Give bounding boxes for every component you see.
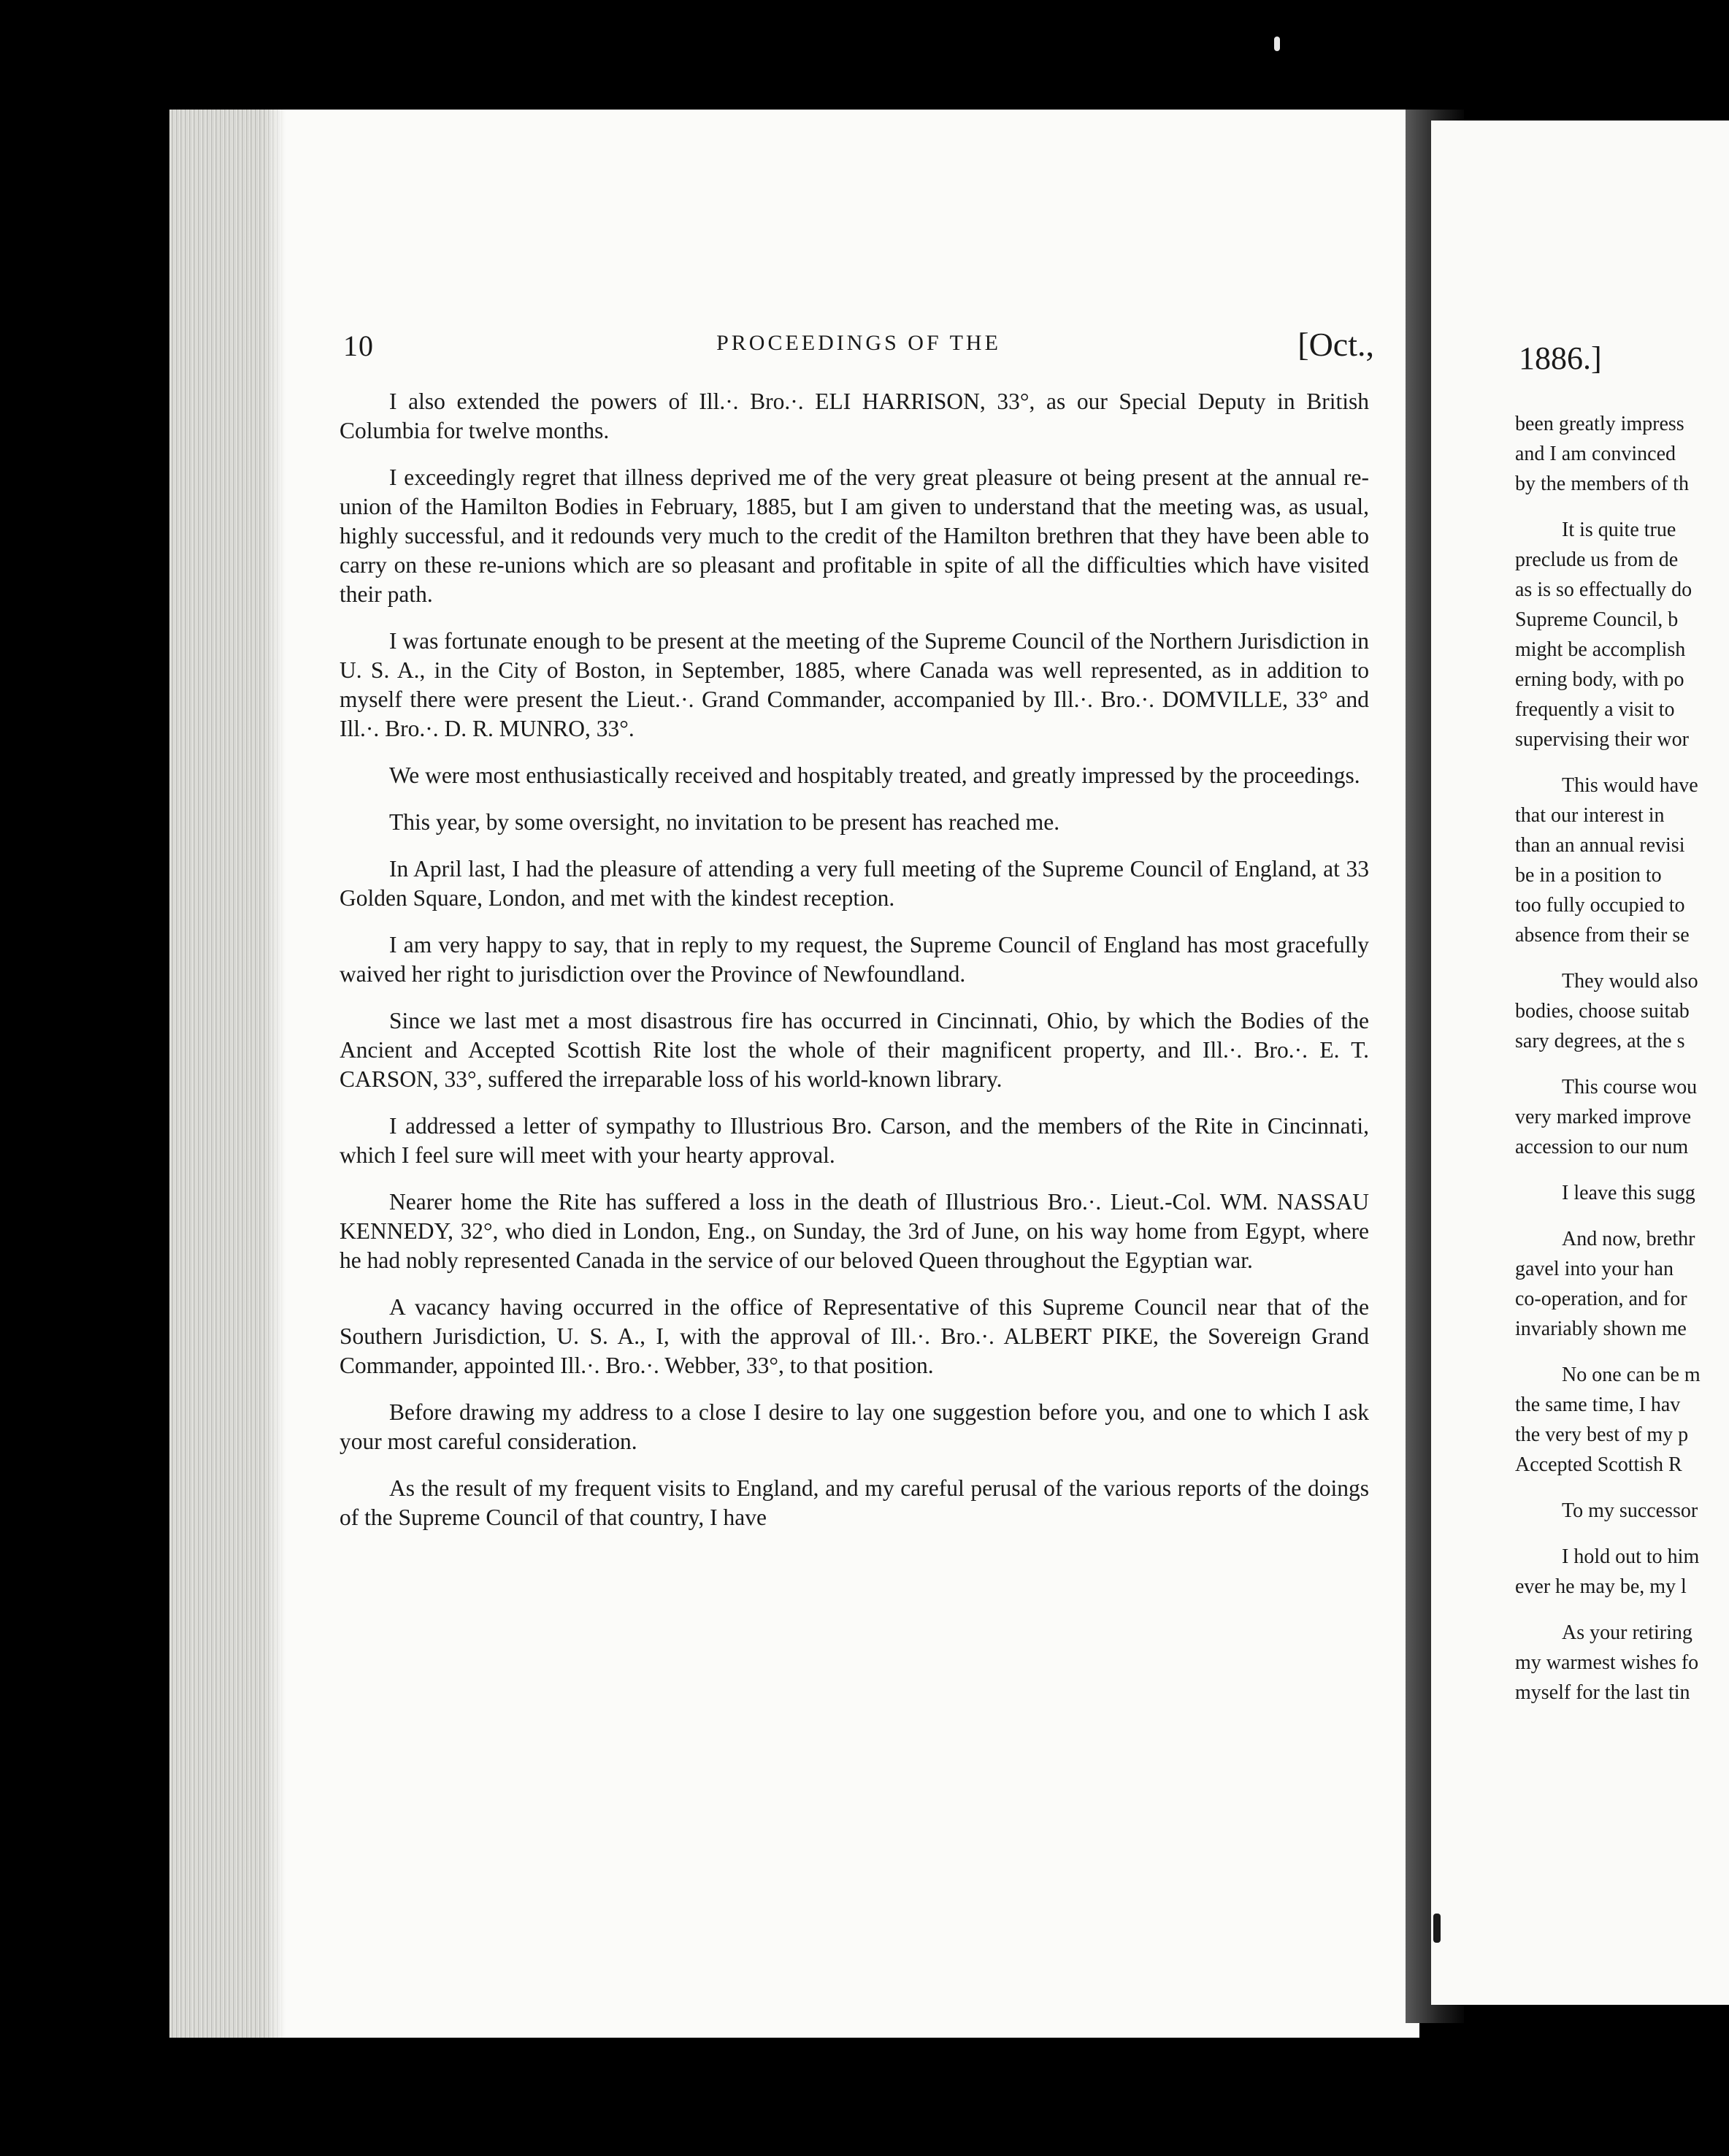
text-line: No one can be m (1562, 1364, 1701, 1386)
left-page-body (340, 387, 1369, 1550)
text-line: my warmest wishes fo (1515, 1651, 1699, 1674)
text-line: This would have (1562, 774, 1698, 797)
text-line: the very best of my p (1515, 1423, 1689, 1446)
paragraph: I also extended the powers of Ill.·. Bro.·. ELI HARRISON, 33°, as our Special Deputy in British Columbia for twelve months. (340, 389, 1369, 443)
text-line: co-operation, and for (1515, 1288, 1687, 1310)
text-line: very marked improve (1515, 1106, 1692, 1128)
paragraph: This year, by some oversight, no invitation to be present has reached me. (389, 809, 1060, 835)
paragraph: I am very happy to say, that in reply to my request, the Supreme Council of England has most gracefully waived her right to jurisdiction over the Province of Newfoundland. (340, 932, 1369, 987)
paragraph: I addressed a letter of sympathy to Illustrious Bro. Carson, and the members of the Rite in Cincinnati, which I feel sure will meet with your hearty approval. (340, 1113, 1369, 1168)
text-line: preclude us from de (1515, 548, 1679, 571)
text-line: frequently a visit to (1515, 698, 1675, 721)
text-line: supervising their wor (1515, 728, 1689, 751)
text-line: It is quite true (1562, 519, 1676, 541)
text-line: the same time, I hav (1515, 1394, 1681, 1416)
scan-speck (1274, 37, 1280, 51)
text-line: might be accomplish (1515, 638, 1686, 661)
text-line: This course wou (1562, 1076, 1698, 1098)
text-line: sary degrees, at the s (1515, 1030, 1685, 1052)
text-line: by the members of th (1515, 473, 1689, 495)
text-line: absence from their se (1515, 924, 1690, 947)
text-line: To my successor (1562, 1499, 1698, 1522)
paragraph: In April last, I had the pleasure of attending a very full meeting of the Supreme Council of England, at 33 Golden Square, London, and met with the kindest reception. (340, 856, 1369, 911)
text-line: gavel into your han (1515, 1258, 1674, 1280)
paragraph: As the result of my frequent visits to England, and my careful perusal of the various reports of the doings of the Supreme Council of that country, I have (340, 1475, 1369, 1530)
text-line: ever he may be, my l (1515, 1575, 1687, 1598)
text-line: been greatly impress (1515, 413, 1684, 435)
paragraph: A vacancy having occurred in the office of Representative of this Supreme Council near that of the Southern Jurisdiction, U. S. A., I, with the approval of Ill.·. Bro.·. ALBERT PIKE, the Sovereign Grand Commander, appointed Ill.·. Bro.·. Webber, 33°, to that position. (340, 1294, 1369, 1378)
text-line: Accepted Scottish R (1515, 1453, 1682, 1476)
text-line: invariably shown me (1515, 1318, 1687, 1340)
text-line: as is so effectually do (1515, 578, 1692, 601)
right-page-body (1515, 409, 1729, 1708)
text-line: They would also (1562, 970, 1698, 993)
text-line: I hold out to him (1562, 1545, 1700, 1568)
paragraph: I exceedingly regret that illness deprived me of the very great pleasure ot being present at the annual re-union of the Hamilton Bodies in February, 1885, but I am given to understand that the meeting was, as usual, highly successful, and it redounds very much to the credit of the Hamilton brethren that they have been able to carry on these re-unions which are so pleasant and profitable in spite of all the difficulties which have visited their path. (340, 465, 1369, 607)
paragraph: I was fortunate enough to be present at the meeting of the Supreme Council of the Northern Jurisdiction in U. S. A., in the City of Boston, in September, 1885, where Canada was well represented, as in addition to myself there were present the Lieut.·. Grand Commander, accompanied by Ill.·. Bro.·. DOMVILLE, 33° and Ill.·. Bro.·. D. R. MUNRO, 33°. (340, 628, 1369, 741)
text-line: myself for the last tin (1515, 1681, 1690, 1704)
text-line: bodies, choose suitab (1515, 1000, 1690, 1022)
text-line: erning body, with po (1515, 668, 1684, 691)
text-line: And now, brethr (1562, 1228, 1695, 1250)
page-number: 10 (343, 329, 374, 362)
text-line: that our interest in (1515, 804, 1665, 827)
text-line: accession to our num (1515, 1136, 1689, 1158)
text-line: than an annual revisi (1515, 834, 1685, 857)
paragraph: Before drawing my address to a close I desire to lay one suggestion before you, and one to which I ask your most careful consideration. (340, 1399, 1369, 1454)
running-head (343, 325, 1374, 369)
text-line: I leave this sugg (1562, 1182, 1695, 1204)
scan-speck (1433, 1914, 1441, 1943)
text-line: Supreme Council, b (1515, 608, 1679, 631)
text-line: As your retiring (1562, 1621, 1692, 1644)
running-head-date: [Oct., (1297, 326, 1374, 363)
paragraph: We were most enthusiastically received and hospitably treated, and greatly impressed by the proceedings. (389, 762, 1360, 788)
page-edges (169, 110, 286, 2038)
right-page-date: 1886.] (1519, 340, 1602, 376)
paragraph: Nearer home the Rite has suffered a loss in the death of Illustrious Bro.·. Lieut.-Col. WM. NASSAU KENNEDY, 32°, who died in London, Eng., on Sunday, the 3rd of June, on his way home from Egypt, where he had nobly represented Canada in the service of our beloved Queen throughout the Egyptian war. (340, 1189, 1369, 1273)
text-line: be in a position to (1515, 864, 1662, 887)
text-line: and I am convinced (1515, 443, 1676, 465)
running-head-title: PROCEEDINGS OF THE (716, 331, 1001, 355)
paragraph: Since we last met a most disastrous fire has occurred in Cincinnati, Ohio, by which the Bodies of the Ancient and Accepted Scottish Rite lost the whole of their magnificent property, and Ill.·. Bro.·. E. T. CARSON, 33°, suffered the irreparable loss of his world-known library. (340, 1008, 1369, 1092)
text-line: too fully occupied to (1515, 894, 1685, 917)
